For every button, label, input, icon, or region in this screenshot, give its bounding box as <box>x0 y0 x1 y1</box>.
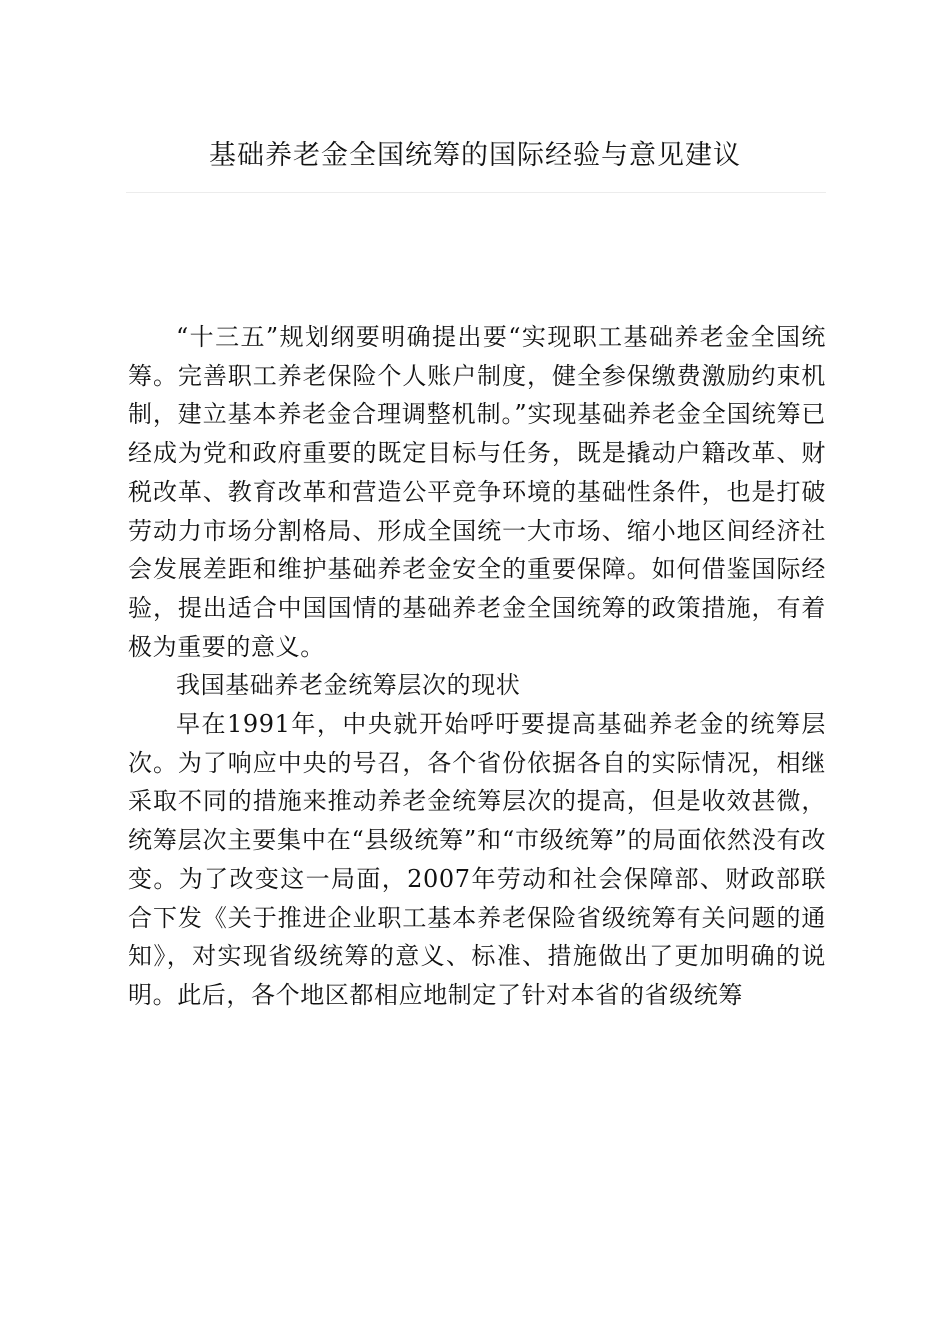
document-title: 基础养老金全国统筹的国际经验与意见建议 <box>209 140 741 171</box>
intro-paragraph: “十三五”规划纲要明确提出要“实现职工基础养老金全国统筹。完善职工养老保险个人账户制度，健全参保缴费激励约束机制，建立基本养老金合理调整机制。”实现基础养老金全国统筹已经成为党和政府重要的既定目标与任务，既是撬动户籍改革、财税改革、教育改革和营造公平竞争环境的基础性条件，也是打破劳动力市场分割格局、形成全国统一大市场、缩小地区间经济社会发展差距和维护基础养老金安全的重要保障。如何借鉴国际经验，提出适合中国国情的基础养老金全国统筹的政策措施，有着极为重要的意义。 <box>128 323 826 661</box>
document-body <box>128 318 826 1015</box>
title-divider <box>126 192 826 193</box>
section-paragraph: 早在1991年，中央就开始呼吁要提高基础养老金的统筹层次。为了响应中央的号召，各个省份依据各自的实际情况，相继采取不同的措施来推动养老金统筹层次的提高，但是收效甚微，统筹层次主要集中在“县级统筹”和“市级统筹”的局面依然没有改变。为了改变这一局面，2007年劳动和社会保障部、财政部联合下发《关于推进企业职工基本养老保险省级统筹有关问题的通知》，对实现省级统筹的意义、标准、措施做出了更加明确的说明。此后，各个地区都相应地制定了针对本省的省级统筹 <box>128 710 826 1009</box>
section-heading: 我国基础养老金统筹层次的现状 <box>176 671 521 700</box>
